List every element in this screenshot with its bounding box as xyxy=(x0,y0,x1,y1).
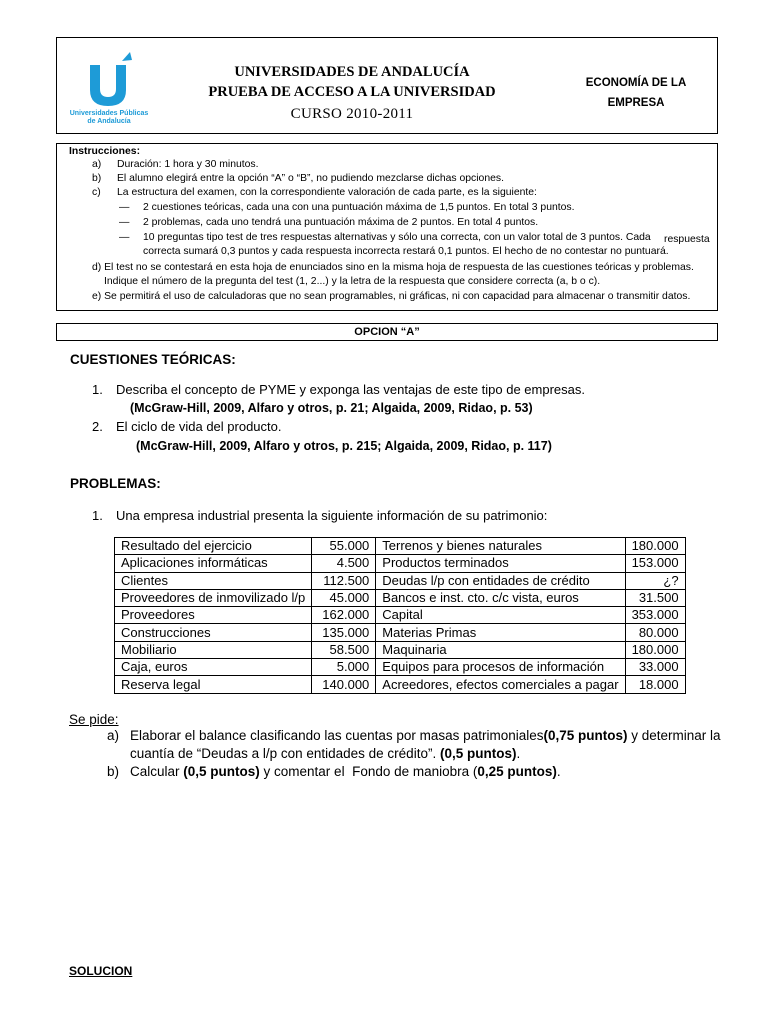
instruction-b-marker: b) xyxy=(92,173,102,184)
instruction-c: La estructura del examen, con la correspondiente valoración de cada parte, es la siguiente: xyxy=(117,187,537,198)
instruction-a-marker: a) xyxy=(92,159,102,170)
instruction-c3a: 10 preguntas tipo test de tres respuestas alternativas y sólo una correcta, con un valor total de 3 puntos. Cada xyxy=(143,232,651,243)
task-b-text-3: . xyxy=(556,764,561,779)
task-b xyxy=(130,763,561,781)
option-heading: OPCION “A” xyxy=(56,323,718,341)
account-value: 140.000 xyxy=(312,676,376,693)
instruction-d1: d) El test no se contestará en esta hoja de enunciados sino en la misma hoja de respuesta de las cuestiones teóricas y problemas. xyxy=(92,262,694,273)
subject-line-2: EMPRESA xyxy=(607,97,665,109)
account-value: 135.000 xyxy=(312,624,376,641)
header-universities: UNIVERSIDADES DE ANDALUCÍA xyxy=(234,64,470,80)
instruction-a: Duración: 1 hora y 30 minutos. xyxy=(117,159,259,170)
account-name: Proveedores xyxy=(115,607,312,624)
instructions-title: Instrucciones: xyxy=(69,146,141,157)
account-name: Resultado del ejercicio xyxy=(115,538,312,555)
instruction-c2: 2 problemas, cada uno tendrá una puntuación máxima de 2 puntos. En total 4 puntos. xyxy=(143,217,539,228)
account-value: 153.000 xyxy=(625,555,685,572)
account-value: 4.500 xyxy=(312,555,376,572)
account-value: 31.500 xyxy=(625,589,685,606)
dash-icon: — xyxy=(119,217,130,228)
account-name: Aplicaciones informáticas xyxy=(115,555,312,572)
account-name: Mobiliario xyxy=(115,641,312,658)
instruction-c-marker: c) xyxy=(92,187,101,198)
instruction-b: El alumno elegirá entre la opción “A” o “B”, no pudiendo mezclarse dichas opciones. xyxy=(117,173,504,184)
theory-q2-number: 2. xyxy=(92,419,103,434)
account-name: Acreedores, efectos comerciales a pagar xyxy=(376,676,625,693)
account-name: Equipos para procesos de información xyxy=(376,659,625,676)
task-a-marker: a) xyxy=(107,728,120,743)
account-name: Materias Primas xyxy=(376,624,625,641)
table-row xyxy=(115,555,686,572)
account-name: Construcciones xyxy=(115,624,312,641)
task-a-text-3: cuantía de “Deudas a l/p con entidades de crédito”. xyxy=(130,745,440,761)
account-value: 162.000 xyxy=(312,607,376,624)
logo-caption-1: Universidades Públicas xyxy=(69,110,149,117)
account-value: 55.000 xyxy=(312,538,376,555)
task-b-marker: b) xyxy=(107,764,120,779)
problem-1-number: 1. xyxy=(92,508,103,523)
table-row xyxy=(115,624,686,641)
table-row xyxy=(115,641,686,658)
instruction-d2: Indique el número de la pregunta del test (1, 2...) y la letra de la respuesta que considere correcta (a, b o c). xyxy=(104,276,601,287)
solution-heading: SOLUCION xyxy=(69,964,133,978)
header-exam-title: PRUEBA DE ACCESO A LA UNIVERSIDAD xyxy=(208,84,496,100)
table-row xyxy=(115,589,686,606)
instruction-c3b: correcta sumará 0,3 puntos y cada respuesta incorrecta restará 0,1 puntos. El hecho de no contestar no puntuará. xyxy=(143,246,669,257)
table-row xyxy=(115,659,686,676)
account-value: 353.000 xyxy=(625,607,685,624)
task-b-points-1: (0,5 puntos) xyxy=(183,764,260,779)
subject-line-1: ECONOMÍA DE LA xyxy=(585,77,687,89)
university-logo xyxy=(66,48,152,128)
instruction-e: e) Se permitirá el uso de calculadoras que no sean programables, ni gráficas, ni con capacidad para almacenar o transmitir datos. xyxy=(92,291,691,302)
patrimony-table xyxy=(114,537,686,694)
account-value: ¿? xyxy=(625,572,685,589)
instructions-box xyxy=(56,143,718,311)
table-row xyxy=(115,607,686,624)
theory-q1-number: 1. xyxy=(92,382,103,397)
account-name: Deudas l/p con entidades de crédito xyxy=(376,572,625,589)
header-course: CURSO 2010-2011 xyxy=(290,106,414,122)
task-a-line-1 xyxy=(130,727,721,745)
se-pide-label: Se pide: xyxy=(69,712,119,727)
theory-q1: Describa el concepto de PYME y exponga las ventajas de este tipo de empresas. xyxy=(116,382,585,397)
subject-name xyxy=(574,73,698,113)
theory-title: CUESTIONES TEÓRICAS: xyxy=(70,352,236,367)
account-name: Terrenos y bienes naturales xyxy=(376,538,625,555)
theory-q2-reference: (McGraw-Hill, 2009, Alfaro y otros, p. 215; Algaida, 2009, Ridao, p. 117) xyxy=(136,439,552,453)
logo-u-icon xyxy=(66,48,152,110)
account-value: 5.000 xyxy=(312,659,376,676)
task-a-points-2: (0,5 puntos) xyxy=(439,745,517,761)
instruction-c3a-tail: respuesta xyxy=(664,234,710,245)
problem-1-statement: Una empresa industrial presenta la siguiente información de su patrimonio: xyxy=(116,508,548,523)
account-name: Productos terminados xyxy=(376,555,625,572)
instructions-title-text: Instrucciones xyxy=(69,146,137,157)
task-a xyxy=(130,727,721,762)
account-value: 180.000 xyxy=(625,641,685,658)
account-name: Bancos e inst. cto. c/c vista, euros xyxy=(376,589,625,606)
account-value: 33.000 xyxy=(625,659,685,676)
table-row xyxy=(115,572,686,589)
theory-q2: El ciclo de vida del producto. xyxy=(116,419,282,434)
task-a-line-2 xyxy=(130,745,713,763)
instruction-c1: 2 cuestiones teóricas, cada una con una puntuación máxima de 1,5 puntos. En total 3 puntos. xyxy=(143,202,575,213)
task-a-text-2: y determinar la xyxy=(627,728,721,743)
dash-icon: — xyxy=(119,232,130,243)
task-b-text-2: y comentar el Fondo de maniobra ( xyxy=(259,764,478,779)
account-name: Maquinaria xyxy=(376,641,625,658)
problems-title: PROBLEMAS: xyxy=(70,476,161,491)
task-b-text-1: Calcular xyxy=(130,764,184,779)
account-name: Capital xyxy=(376,607,625,624)
table-row xyxy=(115,538,686,555)
task-a-points-1: (0,75 puntos) xyxy=(543,728,628,743)
task-b-points-2: 0,25 puntos) xyxy=(477,764,557,779)
account-value: 180.000 xyxy=(625,538,685,555)
account-name: Proveedores de inmovilizado l/p xyxy=(115,589,312,606)
account-value: 18.000 xyxy=(625,676,685,693)
account-name: Caja, euros xyxy=(115,659,312,676)
table-row xyxy=(115,676,686,693)
account-value: 58.500 xyxy=(312,641,376,658)
account-name: Clientes xyxy=(115,572,312,589)
task-a-text-4: . xyxy=(516,745,521,761)
dash-icon: — xyxy=(119,202,130,213)
account-value: 112.500 xyxy=(312,572,376,589)
logo-caption-2: de Andalucía xyxy=(87,118,131,125)
task-a-text-1: Elaborar el balance clasificando las cuentas por masas patrimoniales xyxy=(130,728,544,743)
theory-q1-reference: (McGraw-Hill, 2009, Alfaro y otros, p. 21; Algaida, 2009, Ridao, p. 53) xyxy=(130,401,533,415)
account-value: 80.000 xyxy=(625,624,685,641)
account-name: Reserva legal xyxy=(115,676,312,693)
account-value: 45.000 xyxy=(312,589,376,606)
